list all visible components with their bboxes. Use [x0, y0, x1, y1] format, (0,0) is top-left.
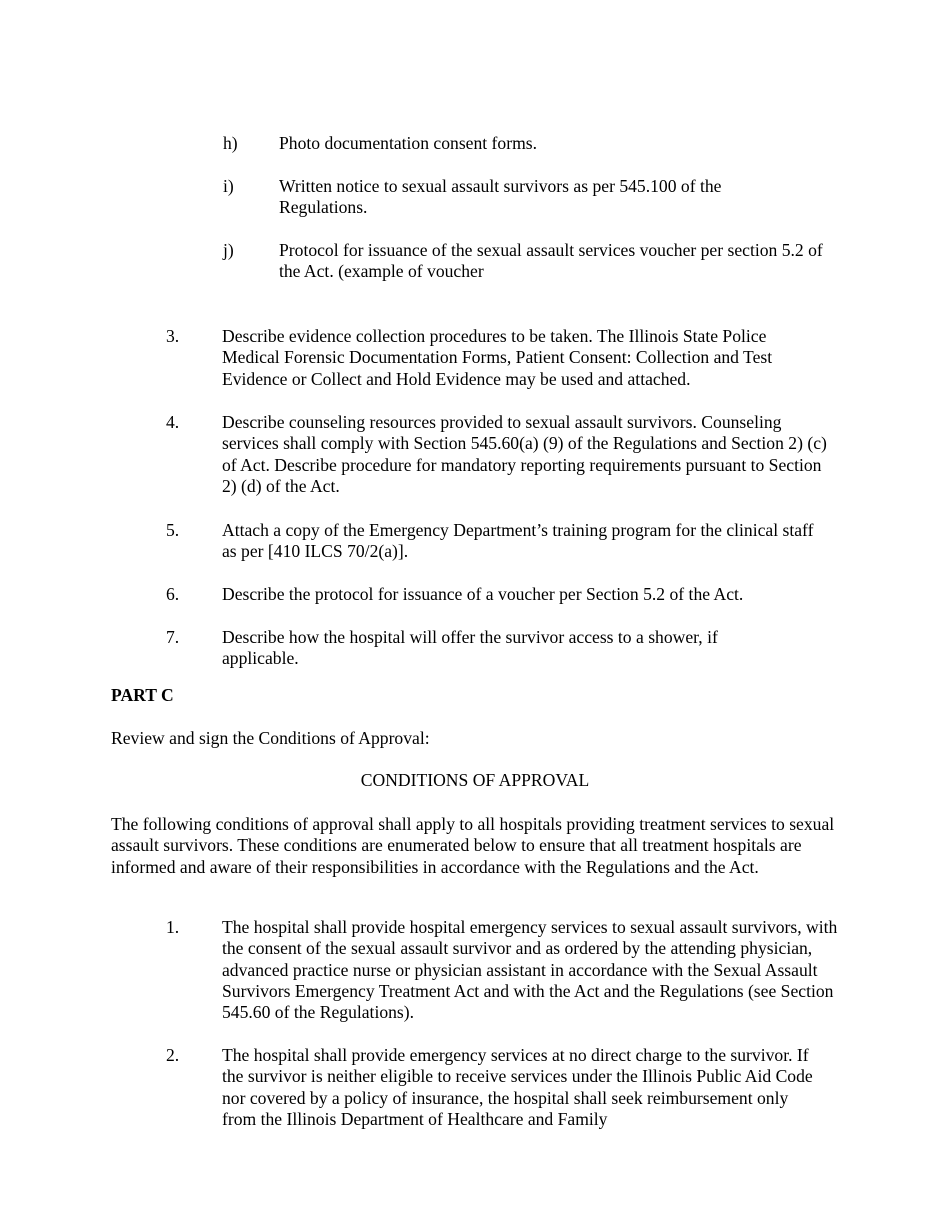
- item-5-text: Attach a copy of the Emergency Department’s training program for the clinical staff as per [410 ILCS 70/2(a)].: [222, 520, 814, 562]
- condition-1-label: 1.: [166, 917, 180, 937]
- conditions-title: CONDITIONS OF APPROVAL: [360, 770, 590, 790]
- sub-item-i-label: i): [223, 176, 234, 196]
- condition-2-label: 2.: [166, 1045, 180, 1065]
- conditions-intro: The following conditions of approval shall apply to all hospitals providing treatment services to sexual assault survivors. These conditions are enumerated below to ensure that all treatment hospitals are informed and aware of their responsibilities in accordance with the Regulations and the Act.: [111, 814, 835, 877]
- item-6-text: Describe the protocol for issuance of a voucher per Section 5.2 of the Act.: [222, 584, 744, 604]
- condition-1-text: The hospital shall provide hospital emergency services to sexual assault survivors, with the consent of the sexual assault survivor and as ordered by the attending physician, advanced practice nurse or physician assistant in accordance with the Sexual Assault Survivors Emergency Treatment Act and with the Act and the Regulations (see Section 545.60 of the Regulations).: [222, 917, 838, 1023]
- item-6-label: 6.: [166, 584, 180, 604]
- sub-item-i-text: Written notice to sexual assault survivors as per 545.100 of the Regulations.: [279, 176, 722, 218]
- part-c-instruction: Review and sign the Conditions of Approval:: [111, 728, 430, 748]
- condition-2-text: The hospital shall provide emergency services at no direct charge to the survivor. If the survivor is neither eligible to receive services under the Illinois Public Aid Code nor covered by a policy of insurance, the hospital shall seek reimbursement only from the Illinois Department of Healthcare and Family: [222, 1045, 813, 1129]
- sub-item-h-text: Photo documentation consent forms.: [279, 133, 538, 153]
- item-7-text: Describe how the hospital will offer the survivor access to a shower, if applicable.: [222, 627, 718, 669]
- item-7-label: 7.: [166, 627, 180, 647]
- sub-item-j-label: j): [223, 240, 234, 260]
- item-3-text: Describe evidence collection procedures to be taken. The Illinois State Police Medical Forensic Documentation Forms, Patient Consent: Collection and Test Evidence or Collect and Hold Evidence may be used and attached.: [222, 326, 773, 389]
- sub-item-h-label: h): [223, 133, 238, 153]
- item-5-label: 5.: [166, 520, 180, 540]
- sub-item-j-text: Protocol for issuance of the sexual assault services voucher per section 5.2 of the Act. (example of voucher: [279, 240, 823, 282]
- part-c-heading: PART C: [111, 685, 174, 705]
- item-4-text: Describe counseling resources provided to sexual assault survivors. Counseling services shall comply with Section 545.60(a) (9) of the Regulations and Section 2) (c) of Act. Describe procedure for mandatory reporting requirements pursuant to Section 2) (d) of the Act.: [222, 412, 827, 496]
- item-3-label: 3.: [166, 326, 180, 346]
- item-4-label: 4.: [166, 412, 180, 432]
